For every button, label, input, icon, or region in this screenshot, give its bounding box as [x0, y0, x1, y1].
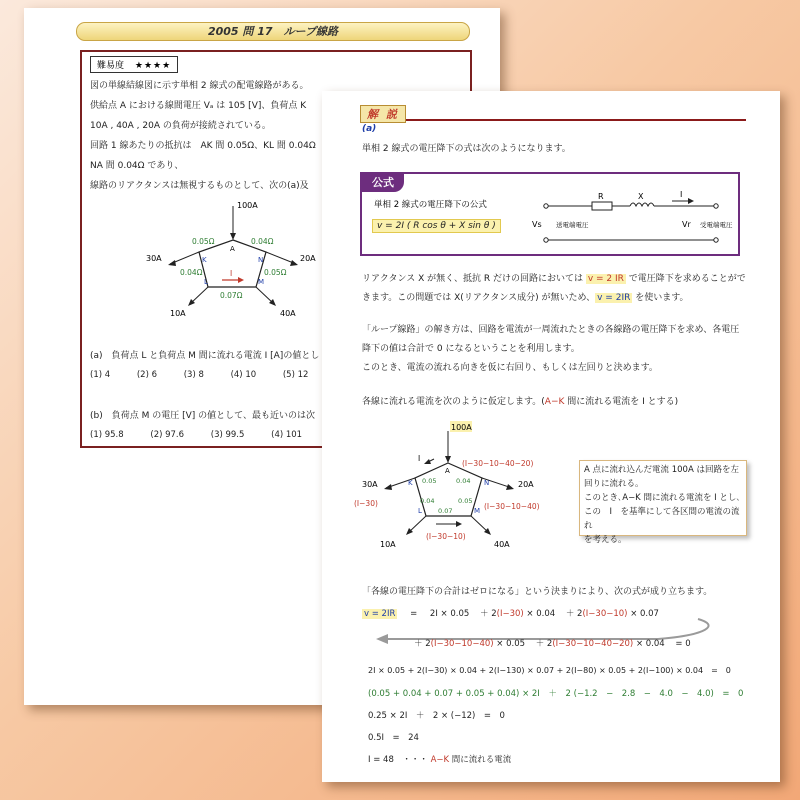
note-line: 回りに流れる。 — [584, 479, 644, 489]
difficulty-badge — [90, 56, 178, 73]
part-label: (a) — [362, 124, 377, 134]
explanation-line: 各線に流れる電流を次のように仮定します。(A−K 間に流れる電流を I とする) — [362, 397, 679, 407]
option: (5) 12 — [282, 370, 309, 380]
problem-text-line: 図の単線結線図に示す単相 2 線式の配電線路がある。 — [90, 81, 309, 91]
solution-page — [322, 91, 780, 782]
current-I: I — [230, 269, 233, 278]
resistance-LM: 0.07 — [438, 507, 453, 515]
equation-line-1: v = 2IR = 2I × 0.05 ＋ 2(I−30) × 0.04 ＋ 2(I−30−10) × 0.07 — [364, 609, 659, 619]
note-line: このとき､A−K 間に流れる電流を I とし､ — [584, 493, 741, 503]
problem-title: 2005 問 17 ループ線路 — [76, 22, 470, 41]
current-LM: (I−30−10) — [426, 532, 466, 541]
problem-text-line: 10A , 40A , 20A の負荷が接続されている。 — [90, 121, 271, 131]
current-AK: I — [418, 454, 421, 463]
explanation-line: このとき、電流の流れる向きを仮に右回り、もしくは左回りと決めます。 — [362, 363, 658, 373]
option: (2) 97.6 — [150, 430, 185, 440]
option: (2) 6 — [136, 370, 158, 380]
label-send-voltage: 送電端電圧 — [556, 221, 589, 229]
problem-text-line: 回路 1 線あたりの抵抗は AK 間 0.05Ω、KL 間 0.04Ω — [90, 141, 316, 151]
current-NM: (I−30−10−40) — [484, 502, 540, 511]
resistance-AK: 0.05Ω — [192, 237, 215, 246]
question-a-options — [90, 370, 332, 380]
load-A: 100A — [451, 423, 472, 432]
equation-line-4: (0.05 + 0.04 + 0.07 + 0.05 + 0.04) × 2I ＋ 2 (−1.2 − 2.8 − 4.0 − 4.0) = 0 — [368, 689, 744, 699]
difficulty-label: 難易度 — [97, 61, 125, 71]
load-N: 20A — [300, 254, 316, 263]
resistance-KL: 0.04Ω — [180, 268, 203, 277]
resistance-KL: 0.04 — [420, 497, 435, 505]
question-a: (a) 負荷点 L と負荷点 M 間に流れる電流 I [A]の値とし — [90, 351, 320, 361]
node-N: N — [484, 479, 490, 487]
problem-text-line: 供給点 A における線間電圧 Vₐ は 105 [V]、負荷点 K — [90, 101, 307, 111]
question-b-options — [90, 430, 326, 440]
formula-box — [360, 172, 740, 256]
load-K: 30A — [146, 254, 162, 263]
resistance-AN: 0.04 — [456, 477, 471, 485]
load-M: 40A — [494, 540, 510, 549]
node-N: N — [258, 256, 264, 264]
load-L: 10A — [380, 540, 396, 549]
equation-line-5: 0.25 × 2I ＋ 2 × (−12) = 0 — [368, 711, 505, 721]
resistance-LM: 0.07Ω — [220, 291, 243, 300]
problem-text-line: NA 間 0.04Ω であり、 — [90, 161, 184, 171]
load-L: 10A — [170, 309, 186, 318]
explanation-line: 降下の値は合計で 0 になるということを利用します。 — [362, 344, 580, 354]
note-box — [579, 460, 747, 545]
node-K: K — [202, 256, 207, 264]
explanation-line: きます。この問題では X(リアクタンス成分) が無いため、 v = 2IR を使います。 — [362, 293, 689, 303]
node-M: M — [474, 507, 481, 515]
label-I: I — [680, 190, 683, 199]
explanation-line: リアクタンス X が無く、抵抗 R だけの回路においては v = 2 IR で電圧降下を求めることがで — [362, 274, 746, 284]
node-A: A — [445, 467, 450, 475]
solution-loop-diagram — [352, 421, 582, 551]
note-line: A 点に流れ込んだ電流 100A は回路を左 — [584, 465, 739, 475]
node-M: M — [258, 278, 265, 286]
option: (3) 8 — [183, 370, 204, 380]
node-A: A — [230, 245, 235, 253]
equation-line-6: 0.5I = 24 — [368, 733, 419, 743]
equation-line-3: 2I × 0.05 + 2(I−30) × 0.04 + 2(I−130) × 0.07 + 2(I−80) × 0.05 + 2(I−100) × 0.04 = 0 — [368, 666, 731, 675]
equation-line-2: ＋ 2(I−30−10−40) × 0.05 ＋ 2(I−30−10−40−20) × 0.04 = 0 — [414, 639, 691, 649]
label-X: X — [638, 192, 644, 201]
option: (1) 95.8 — [90, 430, 124, 440]
solution-header — [360, 103, 746, 121]
formula-tag: 公式 — [360, 172, 404, 192]
solution-header-label: 解 説 — [360, 105, 406, 123]
difficulty-stars: ★★★★ — [134, 61, 172, 71]
problem-text-line: 線路のリアクタンスは無視するものとして、次の(a)及 — [90, 181, 309, 191]
load-M: 40A — [280, 309, 296, 318]
question-b: (b) 負荷点 M の電圧 [V] の値として、最も近いのは次 — [90, 411, 315, 421]
label-R: R — [598, 192, 604, 201]
option: (1) 4 — [90, 370, 111, 380]
option: (4) 101 — [271, 430, 303, 440]
series-circuit-diagram — [532, 190, 738, 250]
note-line: を考える。 — [584, 535, 627, 545]
node-L: L — [204, 278, 208, 286]
node-L: L — [418, 507, 422, 515]
label-Vs: Vs — [532, 220, 542, 229]
intro-text: 単相 2 線式の電圧降下の式は次のようになります。 — [362, 144, 571, 154]
load-A: 100A — [237, 201, 258, 210]
load-K: 30A — [362, 480, 378, 489]
formula: v = 2I ( R cos θ + X sin θ ) — [372, 219, 501, 233]
formula-title: 単相 2 線式の電圧降下の公式 — [374, 200, 487, 210]
resistance-AN: 0.04Ω — [251, 237, 274, 246]
node-K: K — [408, 479, 413, 487]
resistance-MN: 0.05Ω — [264, 268, 287, 277]
resistance-AK: 0.05 — [422, 477, 437, 485]
current-KL: (I−30) — [354, 499, 378, 508]
resistance-MN: 0.05 — [458, 497, 473, 505]
option: (4) 10 — [230, 370, 257, 380]
equation-line-7: I = 48 ・・・ A−K 間に流れる電流 — [368, 755, 512, 765]
note-line: この I を基準にして各区間の電流の流れ — [584, 507, 740, 531]
label-recv-voltage: 受電端電圧 — [700, 221, 733, 229]
current-AN: (I−30−10−40−20) — [462, 459, 534, 468]
explanation-line: 「各線の電圧降下の合計はゼロになる」という決まりにより、次の式が成り立ちます。 — [362, 587, 713, 597]
explanation-line: 「ループ線路」の解き方は、回路を電流が一周流れたときの各線路の電圧降下を求め、各電圧 — [362, 325, 740, 335]
label-Vr: Vr — [682, 220, 691, 229]
load-N: 20A — [518, 480, 534, 489]
option: (3) 99.5 — [210, 430, 245, 440]
